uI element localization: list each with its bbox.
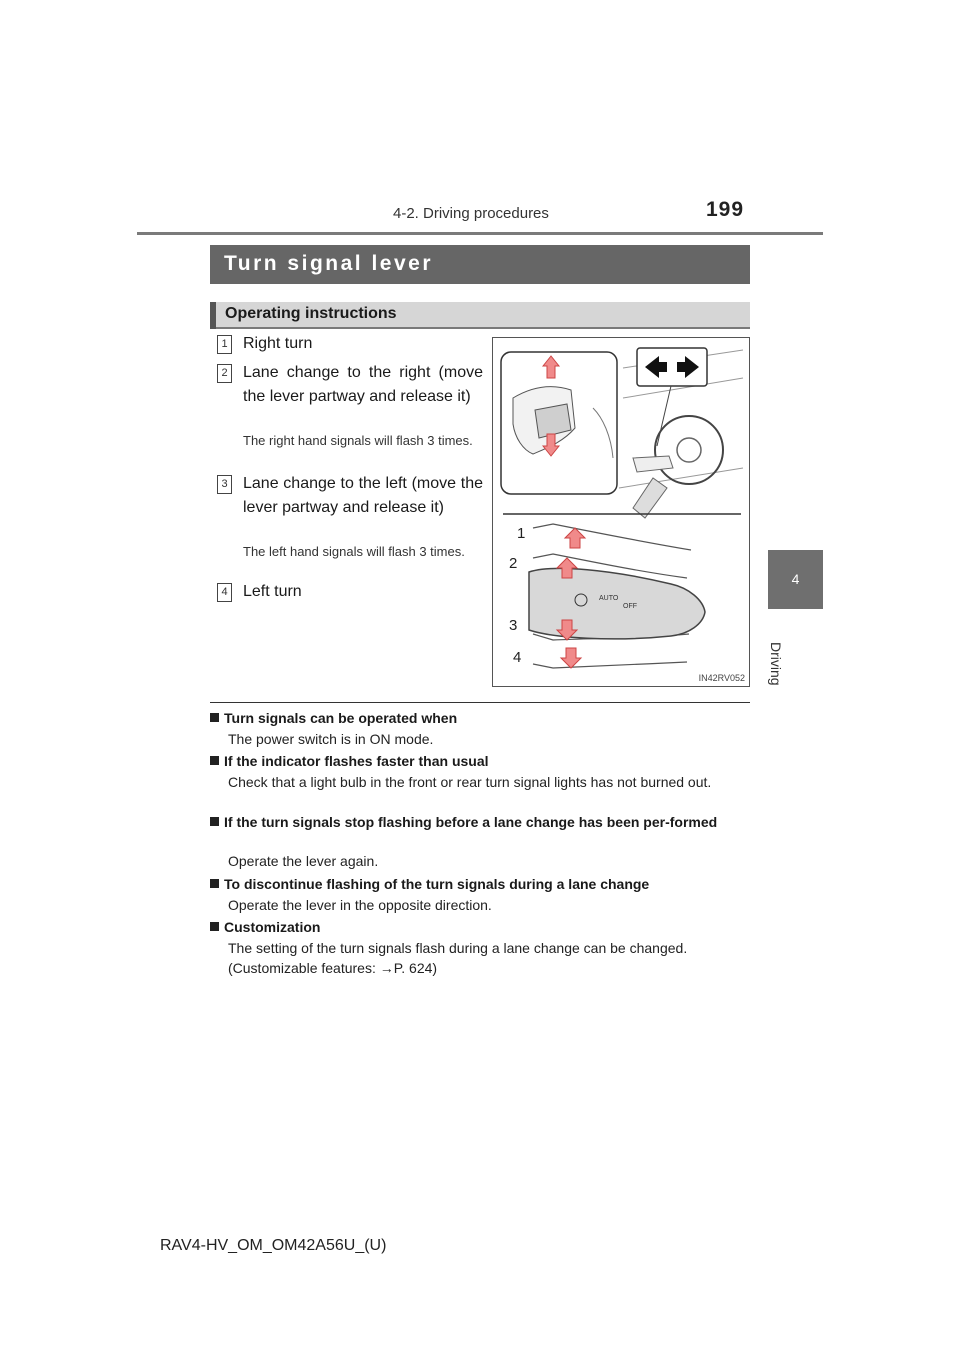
step-2 [217,361,483,409]
subsection-heading-bar [210,302,750,329]
note-heading: If the turn signals stop flashing before a lane change has been per-formed [210,813,750,831]
figure-code: IN42RV052 [698,673,745,683]
step-text: Left turn [243,583,302,600]
callout-4: 4 [513,649,522,666]
note-heading: Turn signals can be operated when [210,709,750,727]
lever-body [529,568,705,638]
illustration-drawing [493,338,749,686]
callout-1: 1 [517,525,526,542]
svg-text:AUTO: AUTO [599,595,619,602]
section-heading: Turn signal lever [224,252,433,275]
step-text: Lane change to the right (move the lever partway and release it) [243,364,483,405]
steering-wheel [655,416,723,484]
subsection-accent [210,302,216,329]
svg-text:OFF: OFF [623,603,637,610]
bullet-square [210,713,219,722]
section-divider [210,702,750,703]
bullet-square [210,879,219,888]
step-note: The left hand signals will flash 3 times. [243,544,465,559]
note-heading: Customization [210,918,750,936]
document-code: RAV4-HV_OM_OM42A56U_(U) [160,1237,387,1254]
note-body: Operate the lever in the opposite direction. [228,897,492,913]
chapter-label: Driving [768,642,784,686]
step-badge: 4 [217,583,232,602]
step-3 [217,472,483,520]
note-body: Check that a light bulb in the front or rear turn signal lights has not burned out. [228,774,712,790]
note-heading: To discontinue flashing of the turn signals during a lane change [210,875,750,893]
callout-3: 3 [509,617,518,634]
step-note: The right hand signals will flash 3 times. [243,433,473,448]
step-badge: 1 [217,335,232,354]
subsection-heading: Operating instructions [225,305,397,322]
arrow-position-4 [561,648,581,668]
section-heading-bar [210,245,750,284]
step-text: Lane change to the left (move the lever partway and release it) [243,475,483,516]
step-text: Right turn [243,335,313,352]
chapter-tab: 4 [768,550,823,609]
step-badge: 3 [217,475,232,494]
step-badge: 2 [217,364,232,383]
header-rule [137,232,823,235]
step-4 [217,580,483,604]
arrow-position-1 [565,528,585,548]
note-body: The power switch is in ON mode. [228,731,434,747]
note-heading: If the indicator flashes faster than usual [210,752,750,770]
callout-2: 2 [509,555,518,572]
section-title: 4-2. Driving procedures [393,205,549,222]
note-body-reference: (Customizable features: →P. 624) [228,960,438,976]
bullet-square [210,817,219,826]
step-1 [217,332,483,356]
note-body: Operate the lever again. [228,853,379,869]
page-number: 199 [706,198,745,221]
turn-signal-illustration [492,337,750,687]
note-body: The setting of the turn signals flash during a lane change can be changed. [228,940,688,956]
bullet-square [210,922,219,931]
bullet-square [210,756,219,765]
